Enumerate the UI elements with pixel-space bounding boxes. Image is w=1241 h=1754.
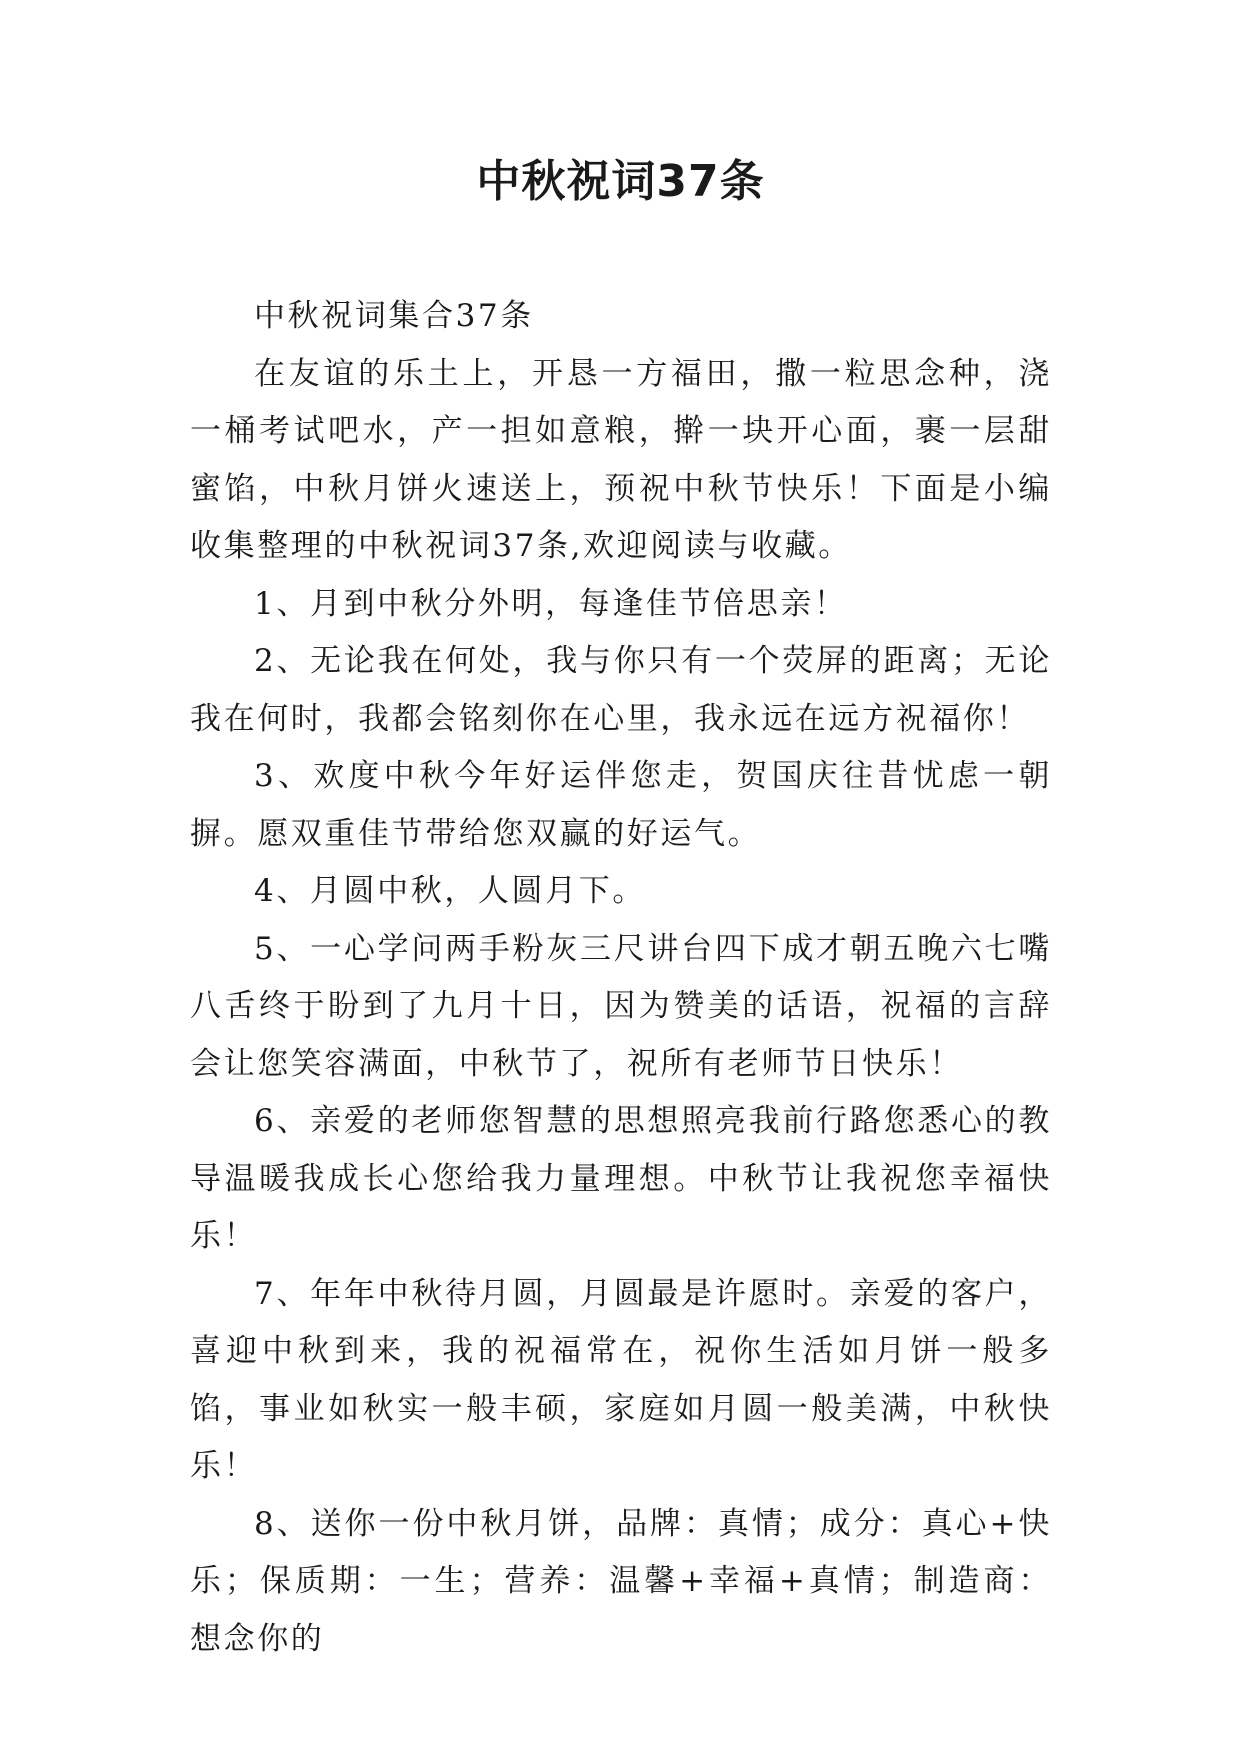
wish-item-2: 2、无论我在何处，我与你只有一个荧屏的距离；无论我在何时，我都会铭刻你在心里，我永远在远方祝福你！ [190,643,1052,737]
wish-item-7: 7、年年中秋待月圆，月圆最是许愿时。亲爱的客户，喜迎中秋到来，我的祝福常在，祝你生活如月饼一般多馅，事业如秋实一般丰硕，家庭如月圆一般美满，中秋快乐！ [190,1275,1052,1484]
wish-item-5: 5、一心学问两手粉灰三尺讲台四下成才朝五晚六七嘴八舌终于盼到了九月十日，因为赞美的话语，祝福的言辞会让您笑容满面，中秋节了，祝所有老师节日快乐！ [190,930,1052,1082]
document-title: 中秋祝词37条 [476,156,765,207]
wish-item-6: 6、亲爱的老师您智慧的思想照亮我前行路您悉心的教导温暖我成长心您给我力量理想。中秋节让我祝您幸福快乐！ [190,1103,1052,1254]
wish-item-4: 4、月圆中秋，人圆月下。 [254,873,646,909]
subtitle-paragraph: 中秋祝词集合37条 [254,298,534,334]
document-body [190,288,1052,1668]
wish-item-1: 1、月到中秋分外明，每逢佳节倍思亲！ [254,585,848,622]
wish-item-8: 8、送你一份中秋月饼，品牌：真情；成分：真心+快乐；保质期：一生；营养：温馨+幸福+真情；制造商：想念你的 [190,1505,1052,1657]
wish-item-3: 3、欢度中秋今年好运伴您走，贺国庆往昔忧虑一朝摒。愿双重佳节带给您双赢的好运气。 [190,758,1052,852]
intro-paragraph: 在友谊的乐土上，开恳一方福田，撒一粒思念种，浇一桶考试吧水，产一担如意粮，擀一块开心面，裹一层甜蜜馅，中秋月饼火速送上，预祝中秋节快乐！下面是小编收集整理的中秋祝词37条,欢迎阅读与收藏。 [190,355,1052,564]
